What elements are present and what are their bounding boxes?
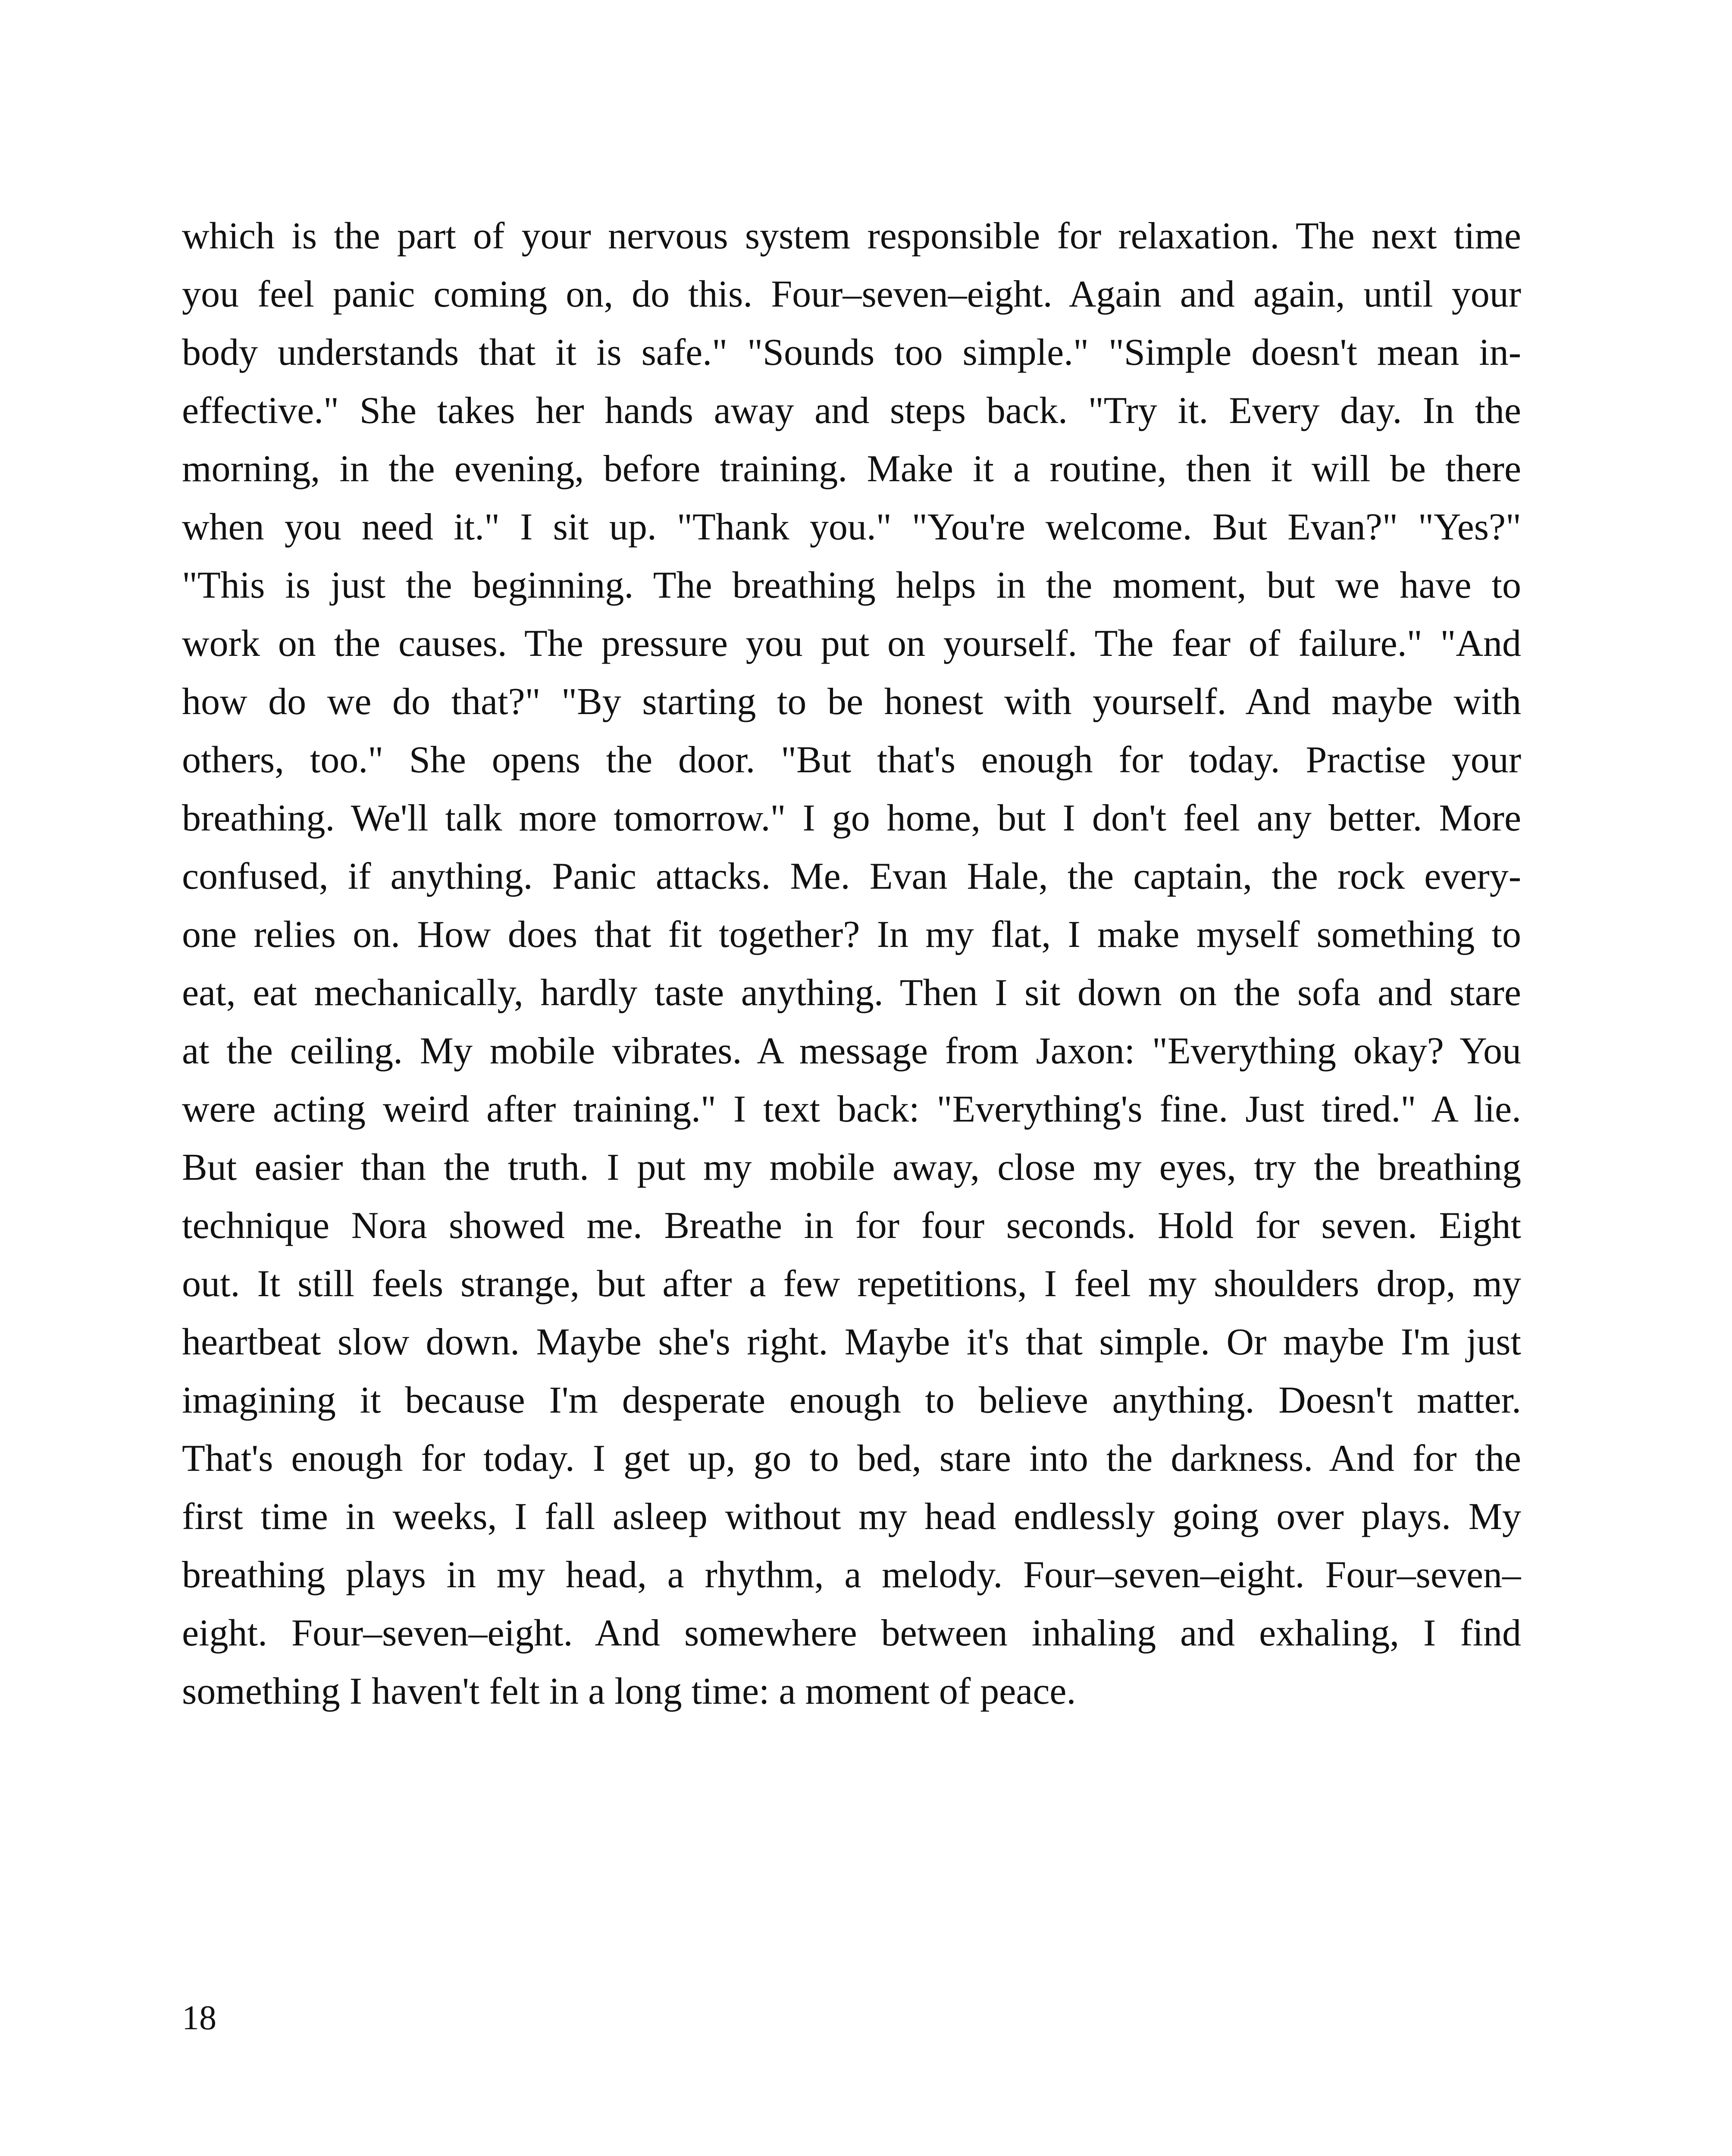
text-line-14: eat, eat mechanically, hardly taste anything. Then I sit down on the sofa and stare: [182, 972, 1521, 1014]
text-line-20: heartbeat slow down. Maybe she's right. Maybe it's that simple. Or maybe I'm just: [182, 1321, 1521, 1363]
text-line-16: were acting weird after training." I text back: "Everything's fine. Just tired." A lie.: [182, 1088, 1521, 1130]
text-line-12: confused, if anything. Panic attacks. Me. Evan Hale, the captain, the rock every-: [182, 856, 1521, 897]
text-line-15: at the ceiling. My mobile vibrates. A message from Jaxon: "Everything okay? You: [182, 1030, 1521, 1072]
text-line-9: how do we do that?" "By starting to be honest with yourself. And maybe with: [182, 681, 1521, 723]
text-line-7: "This is just the beginning. The breathing helps in the moment, but we have to: [182, 564, 1521, 606]
text-line-24: breathing plays in my head, a rhythm, a melody. Four–seven–eight. Four–seven–: [182, 1554, 1521, 1596]
text-line-6: when you need it." I sit up. "Thank you." "You're welcome. But Evan?" "Yes?": [182, 506, 1521, 548]
text-line-11: breathing. We'll talk more tomorrow." I go home, but I don't feel any better. More: [182, 797, 1521, 839]
text-line-22: That's enough for today. I get up, go to bed, stare into the darkness. And for the: [182, 1438, 1521, 1479]
text-line-10: others, too." She opens the door. "But that's enough for today. Practise your: [182, 739, 1521, 781]
text-line-26: something I haven't felt in a long time: a moment of peace.: [182, 1670, 1076, 1712]
text-line-23: first time in weeks, I fall asleep without my head endlessly going over plays. My: [182, 1496, 1521, 1538]
text-line-25: eight. Four–seven–eight. And somewhere between inhaling and exhaling, I find: [182, 1612, 1521, 1654]
body-text: [182, 207, 1521, 1720]
page-number: 18: [182, 1999, 216, 2037]
text-line-19: out. It still feels strange, but after a few repetitions, I feel my shoulders drop, my: [182, 1263, 1521, 1305]
text-line-2: you feel panic coming on, do this. Four–seven–eight. Again and again, until your: [182, 273, 1521, 315]
text-line-5: morning, in the evening, before training. Make it a routine, then it will be there: [182, 448, 1521, 490]
text-line-8: work on the causes. The pressure you put on yourself. The fear of failure." "And: [182, 623, 1521, 664]
text-line-18: technique Nora showed me. Breathe in for four seconds. Hold for seven. Eight: [182, 1205, 1521, 1247]
text-line-1: which is the part of your nervous system responsible for relaxation. The next time: [182, 215, 1521, 257]
text-line-3: body understands that it is safe." "Sounds too simple." "Simple doesn't mean in-: [182, 332, 1521, 373]
text-line-17: But easier than the truth. I put my mobile away, close my eyes, try the breathing: [182, 1147, 1521, 1188]
text-line-13: one relies on. How does that fit together? In my flat, I make myself something to: [182, 914, 1521, 956]
text-line-4: effective." She takes her hands away and steps back. "Try it. Every day. In the: [182, 390, 1521, 432]
text-line-21: imagining it because I'm desperate enough to believe anything. Doesn't matter.: [182, 1379, 1521, 1421]
